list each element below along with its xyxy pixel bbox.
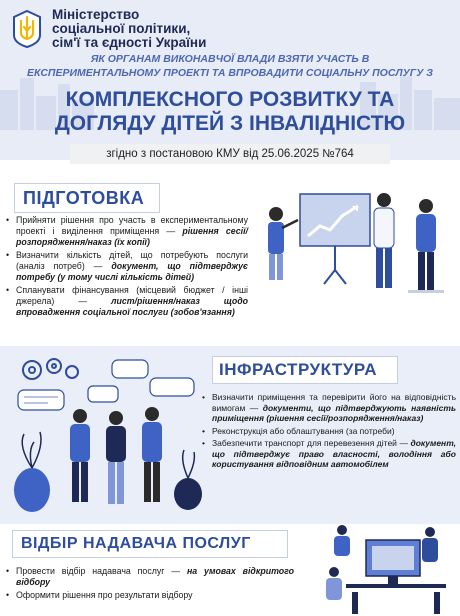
- growth-chart-icon: [300, 194, 370, 246]
- list-item: • Провести відбір надавача послуг — на умовах відкритого відбору: [4, 566, 294, 588]
- provider-heading: ВІДБІР НАДАВАЧА ПОСЛУГ: [12, 530, 288, 558]
- page-title: [0, 88, 460, 136]
- ministry-name-line3: сім'ї та єдності України: [52, 35, 207, 50]
- ministry-name-line1: Міністерство: [52, 7, 140, 22]
- speech-bubble-icon: [18, 360, 194, 410]
- infrastructure-list: [200, 392, 456, 472]
- infrastructure-heading: ІНФРАСТРУКТУРА: [212, 356, 398, 384]
- provider-list: [4, 566, 294, 603]
- list-item: • Реконструкція або облаштування (за потреби): [200, 426, 456, 437]
- list-item: • Визначити кількість дітей, що потребують послуги (аналіз потреб) — документ, що підтверджує потребу (у тому числі кількість дітей): [4, 250, 248, 283]
- list-item: • Забезпечити транспорт для перевезення дітей — документ, що підтверджує право власності, володіння або користування відповідним автомобілем: [200, 438, 456, 470]
- ministry-name-line2: соціальної політики,: [52, 21, 191, 36]
- list-item: • Спланувати фінансування (місцевий бюджет / інші джерела) — лист/рішення/наказ щодо впровадження соціальної послуги (зобов'язання): [4, 285, 248, 318]
- intro-line1: ЯК ОРГАНАМ ВИКОНАВЧОЇ ВЛАДИ ВЗЯТИ УЧАСТЬ В: [90, 53, 370, 65]
- list-item: • Прийняти рішення про участь в експериментальному проекті і виділення приміщення — рішення сесії/розпорядження/наказ (їх копії): [4, 215, 248, 248]
- trident-emblem-icon: [10, 9, 44, 49]
- preparation-heading: ПІДГОТОВКА: [14, 183, 160, 213]
- preparation-list: [4, 215, 248, 320]
- gear-icon: [23, 359, 78, 379]
- office-illustration: [306, 522, 456, 614]
- title-line2: ДОГЛЯДУ ДІТЕЙ З ІНВАЛІДНІСТЮ: [54, 112, 406, 135]
- team-illustration: [4, 350, 210, 520]
- title-line1: КОМПЛЕКСНОГО РОЗВИТКУ ТА: [65, 88, 395, 111]
- intro-line2: ЕКСПЕРИМЕНТАЛЬНОМУ ПРОЕКТІ ТА ВПРОВАДИТИ СОЦІАЛЬНУ ПОСЛУГУ З: [27, 67, 433, 79]
- ministry-logo: [10, 8, 206, 50]
- plant-icon: [14, 468, 50, 512]
- intro-text: [0, 52, 460, 80]
- presentation-illustration: [258, 180, 454, 350]
- header: [0, 0, 460, 160]
- list-item: • Оформити рішення про результати відбору: [4, 590, 294, 601]
- decree-subtitle: згідно з постановою КМУ від 25.06.2025 №764: [70, 144, 390, 164]
- list-item: • Визначити приміщення та перевірити його на відповідність вимогам — документи, що підтверджують наявність приміщення (рішення сесії/розпорядження/наказ): [200, 392, 456, 424]
